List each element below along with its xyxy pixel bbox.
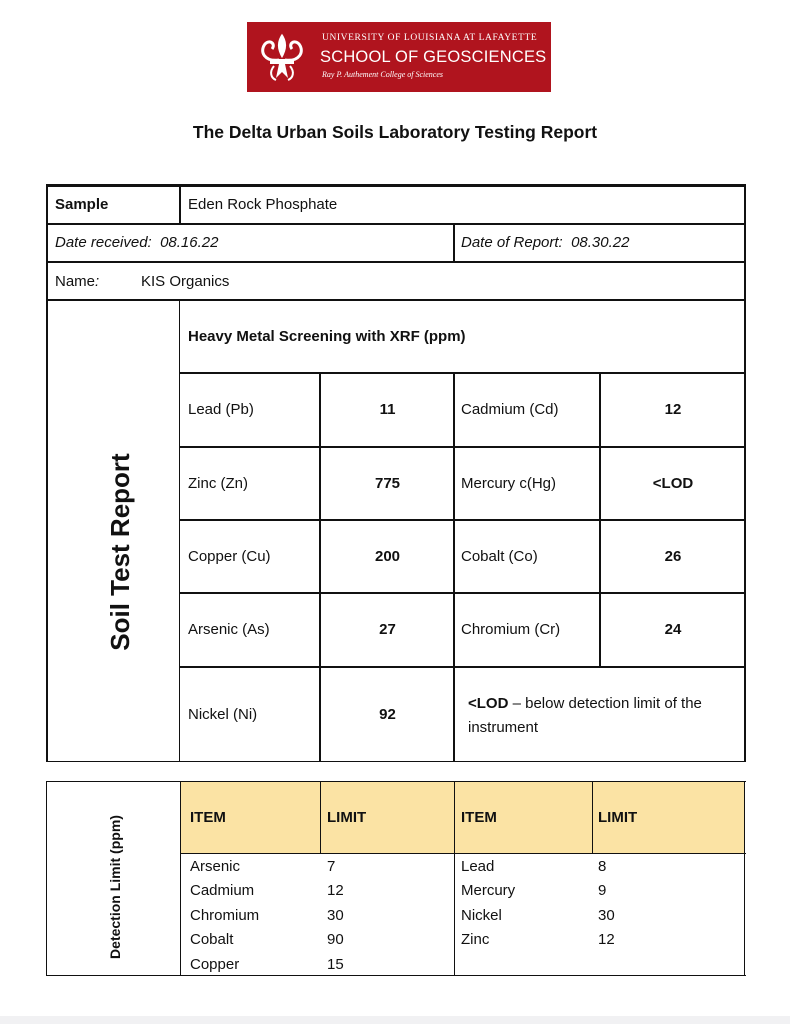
metal-value: 26 [664, 548, 682, 565]
column-header: LIMIT [598, 809, 638, 826]
university-name: UNIVERSITY OF LOUISIANA AT LAFAYETTE [322, 33, 538, 43]
report-title: The Delta Urban Soils Laboratory Testing Report [192, 122, 598, 142]
date-received [55, 234, 218, 251]
college-name: Ray P. Authement College of Sciences [322, 70, 444, 79]
xrf-section-title: Heavy Metal Screening with XRF (ppm) [188, 328, 466, 345]
page-bottom-band [0, 1016, 790, 1024]
metal-name: Mercury c(Hg) [461, 475, 557, 492]
limit-item: Copper [190, 956, 240, 973]
metal-name: Cobalt (Co) [461, 548, 538, 565]
limit-item: Nickel [461, 907, 502, 924]
date-report-value: 08.30.22 [571, 234, 630, 251]
limit-item: Arsenic [190, 858, 241, 875]
limit-value: 9 [598, 882, 607, 899]
soil-test-report-side-label: Soil Test Report [105, 453, 135, 651]
metal-name: Zinc (Zn) [188, 475, 248, 492]
limit-value: 30 [598, 907, 615, 924]
school-name: SCHOOL OF GEOSCIENCES [320, 48, 547, 66]
metal-name: Cadmium (Cd) [461, 401, 559, 418]
lod-note-line1 [468, 695, 702, 712]
metal-name: Chromium (Cr) [461, 621, 561, 638]
metal-value: 775 [374, 475, 401, 492]
date-of-report [461, 234, 629, 251]
metal-name: Arsenic (As) [188, 621, 270, 638]
column-header: LIMIT [327, 809, 367, 826]
metal-value: 92 [379, 706, 396, 723]
sample-value: Eden Rock Phosphate [188, 196, 338, 213]
metal-name: Nickel (Ni) [188, 706, 258, 723]
limit-item: Lead [461, 858, 495, 875]
metal-name: Copper (Cu) [188, 548, 271, 565]
limit-item: Cobalt [190, 931, 234, 948]
metal-value: <LOD [652, 475, 694, 492]
metal-value: 24 [664, 621, 682, 638]
limit-value: 8 [598, 858, 607, 875]
metal-value: 11 [379, 401, 396, 418]
university-logo-banner [247, 22, 551, 92]
limit-item: Chromium [190, 907, 260, 924]
date-received-label: Date received: [55, 234, 152, 251]
lod-abbrev: <LOD [468, 695, 509, 712]
limit-item: Cadmium [190, 882, 255, 899]
fleur-de-lis-icon [257, 30, 307, 84]
metal-value: 27 [379, 621, 396, 638]
limit-value: 12 [327, 882, 344, 899]
date-report-label: Date of Report: [461, 234, 563, 251]
name-label-group [55, 273, 99, 290]
limit-value: 7 [327, 858, 336, 875]
lod-note-text: – below detection limit of the [508, 695, 702, 712]
name-colon: : [95, 273, 100, 290]
limit-value: 12 [598, 931, 615, 948]
date-received-value: 08.16.22 [160, 234, 219, 251]
limit-value: 15 [327, 956, 344, 973]
metal-value: 200 [374, 548, 401, 565]
limit-item: Zinc [461, 931, 490, 948]
limit-value: 30 [327, 907, 344, 924]
sample-label: Sample [55, 196, 109, 213]
column-header: ITEM [190, 809, 226, 826]
name-label: Name [55, 273, 96, 290]
column-header: ITEM [461, 809, 497, 826]
limit-item: Mercury [461, 882, 516, 899]
metal-value: 12 [664, 401, 682, 418]
limit-value: 90 [327, 931, 344, 948]
name-value: KIS Organics [141, 273, 230, 290]
detection-limit-side-label: Detection Limit (ppm) [107, 815, 123, 959]
metal-name: Lead (Pb) [188, 401, 254, 418]
lod-note-line2: instrument [468, 719, 539, 736]
